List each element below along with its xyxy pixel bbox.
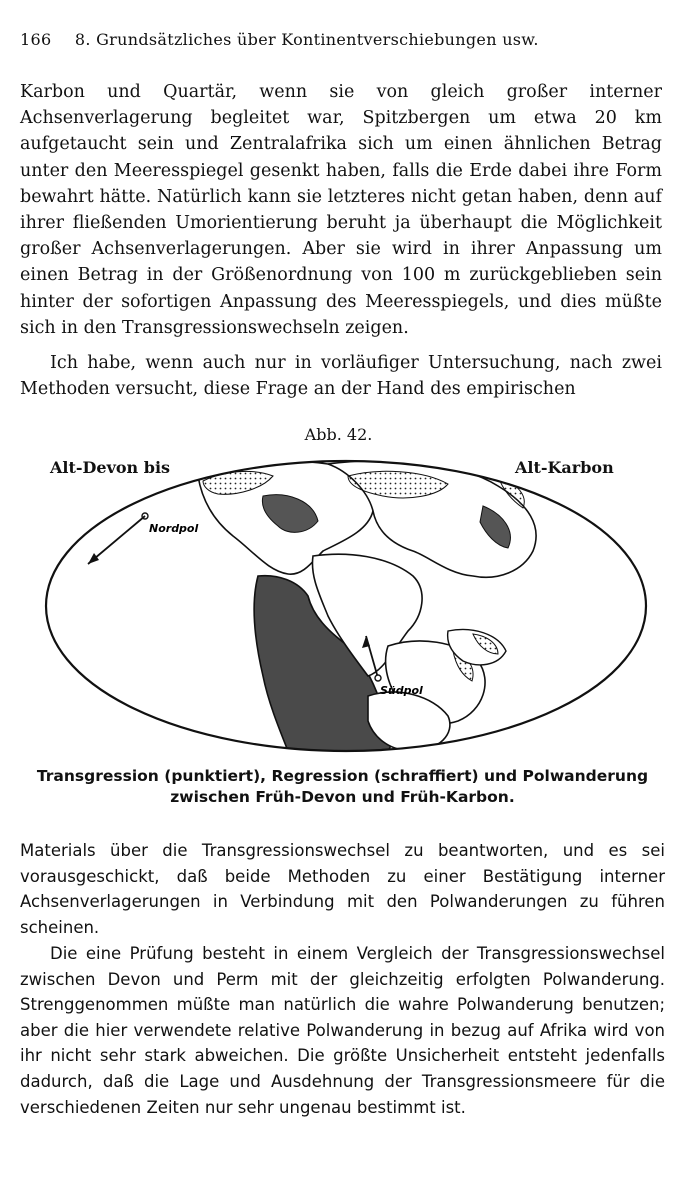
figure-caption [20,766,665,808]
caption-line-2: zwischen Früh-Devon und Früh-Karbon. [170,788,515,806]
south-pole-label: Südpol [380,684,423,697]
paragraph-1: Karbon und Quartär, wenn sie von gleich großer interner Achsenverlagerung begleitet war, Spitzbergen um etwa 20 km aufgetaucht sein und Zentralafrika sich um einen ähnlichen Betrag unter den Meeresspiegel gesenkt haben, falls die Erde dabei ihre Form bewahrt hätte. Natürlich kann sie letzteres nicht getan haben, denn auf ihrer fließenden Umorientierung beruht ja überhaupt die Möglichkeit großer Achsenverlagerungen. Aber sie wird in ihrer Anpassung um einen Betrag in der Größenordnung von 100 m zurückgeblieben sein hinter der sofortigen Anpassung des Meeresspiegels, und dies müßte sich in den Transgressionswechseln zeigen. [20,82,662,338]
figure-corner-left: Alt-Devon bis [50,458,171,477]
running-header [20,30,660,49]
north-pole-label: Nordpol [149,522,199,535]
paragraph-3: Materials über die Transgressionswechsel zu beantworten, und es sei vorausgeschickt, daß beide Methoden zu einer Bestätigung interner Achsenverlagerungen in Verbindung mit den Polwanderungen zu führen scheinen. [20,841,665,937]
north-pole-arrowhead [88,553,99,564]
caption-line-1: Transgression (punktiert), Regression (schraffiert) und Polwanderung [36,767,649,785]
world-map-svg [28,456,668,756]
page-number: 166 [20,30,52,49]
running-title: 8. Grundsätzliches über Kontinentverschiebungen usw. [74,30,539,49]
figure-map [28,456,668,756]
figure-label: Abb. 42. [304,425,373,444]
figure-corner-right: Alt-Karbon [515,458,614,477]
south-pole-marker [375,675,381,681]
paragraph-2: Ich habe, wenn auch nur in vorläufiger Untersuchung, nach zwei Methoden versucht, diese Frage an der Hand des empirischen [20,353,662,400]
paragraph-4: Die eine Prüfung besteht in einem Vergleich der Transgressionswechsel zwischen Devon und Perm mit der gleichzeitig erfolgten Polwanderung. Strenggenommen müßte man natürlich die wahre Polwanderung benutzen; aber die hier verwendete relative Polwanderung in bezug auf Afrika wird von ihr nicht sehr stark abweichen. Die größte Unsicherheit entsteht jedenfalls dadurch, daß die Lage und Ausdehnung der Transgressionsmeere für die verschiedenen Zeiten nur sehr ungenau bestimmt ist. [20,944,665,1117]
